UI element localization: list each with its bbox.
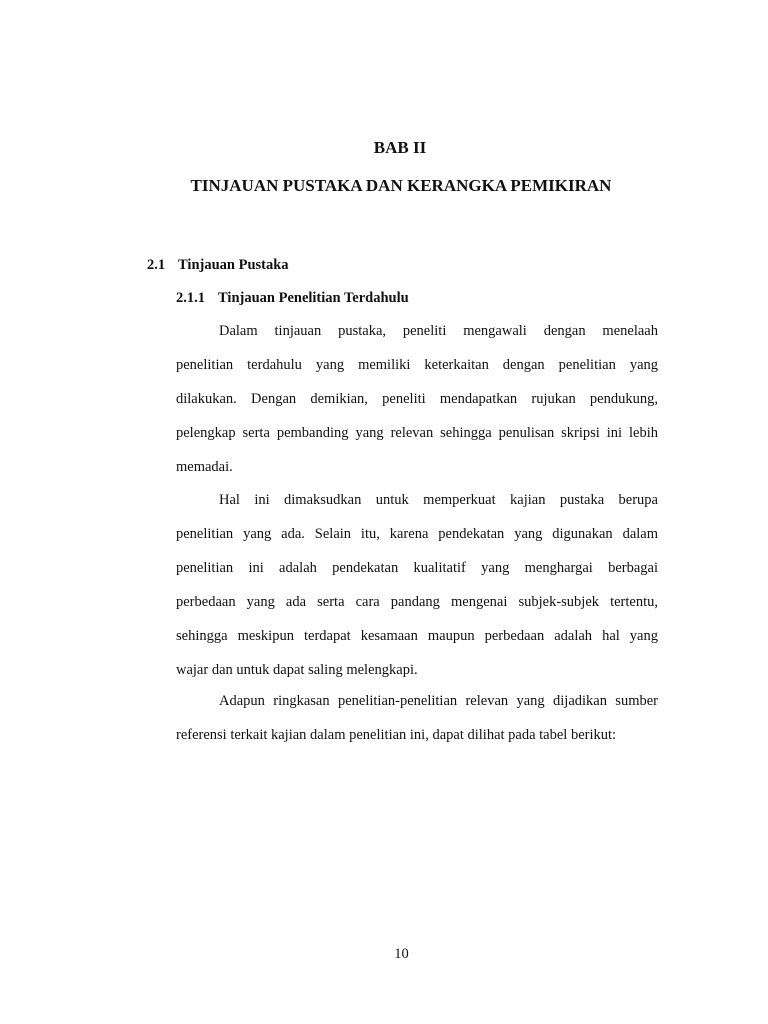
- subsection-heading: [176, 290, 409, 307]
- section-title: Tinjauan Pustaka: [178, 257, 289, 273]
- paragraph-line: penelitian terdahulu yang memiliki keterkaitan dengan penelitian yang: [176, 357, 658, 373]
- paragraph-line: memadai.: [176, 459, 233, 475]
- section-number: 2.1: [147, 257, 166, 273]
- paragraph-line: pelengkap serta pembanding yang relevan sehingga penulisan skripsi ini lebih: [176, 425, 658, 441]
- section-heading: [147, 257, 289, 274]
- paragraph-line: penelitian yang ada. Selain itu, karena pendekatan yang digunakan dalam: [176, 526, 658, 542]
- paragraph-line: penelitian ini adalah pendekatan kualitatif yang menghargai berbagai: [176, 560, 658, 576]
- paragraph-line: referensi terkait kajian dalam penelitian ini, dapat dilihat pada tabel berikut:: [176, 727, 617, 743]
- paragraph-line: Adapun ringkasan penelitian-penelitian relevan yang dijadikan sumber: [219, 693, 658, 709]
- page-number: 10: [394, 946, 409, 962]
- paragraph-line: dilakukan. Dengan demikian, peneliti mendapatkan rujukan pendukung,: [176, 391, 658, 407]
- subsection-title: Tinjauan Penelitian Terdahulu: [218, 290, 409, 306]
- paragraph-line: wajar dan untuk dapat saling melengkapi.: [176, 662, 418, 678]
- subsection-number: 2.1.1: [176, 290, 205, 306]
- chapter-title: TINJAUAN PUSTAKA DAN KERANGKA PEMIKIRAN: [190, 176, 612, 195]
- paragraph-line: Hal ini dimaksudkan untuk memperkuat kajian pustaka berupa: [219, 492, 658, 508]
- paragraph-line: sehingga meskipun terdapat kesamaan maupun perbedaan adalah hal yang: [176, 628, 658, 644]
- chapter-number: BAB II: [373, 138, 427, 157]
- paragraph-line: perbedaan yang ada serta cara pandang mengenai subjek-subjek tertentu,: [176, 594, 658, 610]
- paragraph-line: Dalam tinjauan pustaka, peneliti mengawali dengan menelaah: [219, 323, 658, 339]
